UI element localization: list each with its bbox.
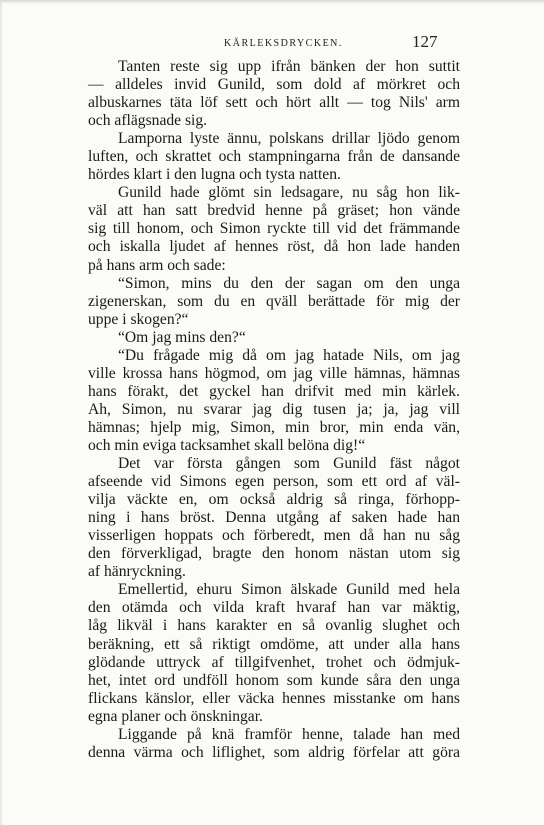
text-line: “Om jag mins den?“: [118, 328, 246, 346]
text-line: hördes klart i den lugna och tysta natten.: [88, 166, 341, 184]
text-line: Lamporna lyste ännu, polskans drillar ljödo genom: [118, 130, 460, 148]
text-line: glödande uttryck af tillgifvenhet, trohet och ödmjuk-: [88, 653, 460, 671]
text-line: och iskalla ljudet af hennes röst, då hon lade handen: [88, 238, 460, 256]
text-line: — alldeles invid Gunild, som dold af mörkret och: [88, 76, 460, 94]
text-line: på hans arm och sade:: [88, 256, 226, 274]
text-line: luften, och skrattet och stampningarna från de dansande: [88, 148, 460, 166]
text-line: albuskarnes täta löf sett och hört allt — tog Nils' arm: [88, 94, 460, 112]
scan-edge-top: [0, 0, 544, 4]
text-line: och min eviga tacksamhet skall belöna dig!“: [88, 436, 366, 454]
text-line: väl att han satt bredvid henne på gräset; hon vände: [88, 202, 460, 220]
text-line: af hänryckning.: [88, 563, 186, 581]
text-line: denna värma och liflighet, som aldrig förfelar att göra: [88, 743, 460, 761]
body-text: [88, 58, 460, 762]
text-line: Tanten reste sig upp ifrån bänken der hon suttit: [118, 58, 460, 75]
text-line: Emellertid, ehuru Simon älskade Gunild med hela: [118, 581, 460, 599]
text-line: “Simon, mins du den der sagan om den unga: [118, 274, 460, 292]
text-line: zigenerskan, som du en qväll berättade för mig der: [88, 292, 460, 310]
text-line: Liggande på knä framför henne, talade han med: [118, 725, 460, 743]
text-line: och aflägsnade sig.: [88, 112, 208, 130]
text-line: uppe i skogen?“: [88, 310, 189, 328]
running-head: [0, 32, 544, 52]
text-line: sig till honom, och Simon ryckte till vid det främmande: [88, 220, 460, 238]
text-line: låg likväl i hans karakter en så ovanlig slughet och: [88, 617, 460, 635]
text-line: “Du frågade mig då om jag hatade Nils, om jag: [118, 346, 460, 364]
text-line: visserligen hoppats och förberedt, men då han nu såg: [88, 527, 460, 545]
text-line: hämnas; hjelp mig, Simon, min bror, min enda vän,: [88, 418, 460, 436]
running-title: KÄRLEKSDRYCKEN.: [224, 38, 343, 49]
scan-edge-left: [0, 0, 3, 825]
text-line: ning i hans bröst. Denna utgång af saken hade han: [88, 509, 460, 527]
text-line: het, intet ord undföll honom som kunde såra den unga: [88, 671, 460, 689]
text-line: Ah, Simon, nu svarar jag dig tusen ja; ja, jag vill: [88, 400, 460, 418]
page-number: 127: [412, 32, 438, 51]
text-line: egna planer och önskningar.: [88, 707, 263, 725]
text-line: flickans känslor, eller väcka hennes misstanke om hans: [88, 689, 460, 707]
text-line: den otämda och vilda kraft hvaraf han var mäktig,: [88, 599, 460, 617]
text-line: den förverkligad, bragte den honom nästan utom sig: [88, 545, 460, 563]
text-line: beräkning, ett så riktigt omdöme, att under alla hans: [88, 635, 460, 653]
text-line: afseende vid Simons egen person, som ett ord af väl-: [88, 473, 460, 491]
text-line: vilja väckte en, om också aldrig så ringa, förhopp-: [88, 491, 460, 509]
text-line: hans förakt, det gyckel han drifvit med min kärlek.: [88, 382, 460, 400]
text-line: Det var första gången som Gunild fäst något: [118, 455, 460, 473]
text-line: Gunild hade glömt sin ledsagare, nu såg hon lik-: [118, 184, 460, 202]
text-line: ville krossa hans högmod, om jag ville hämnas, hämnas: [88, 364, 460, 382]
